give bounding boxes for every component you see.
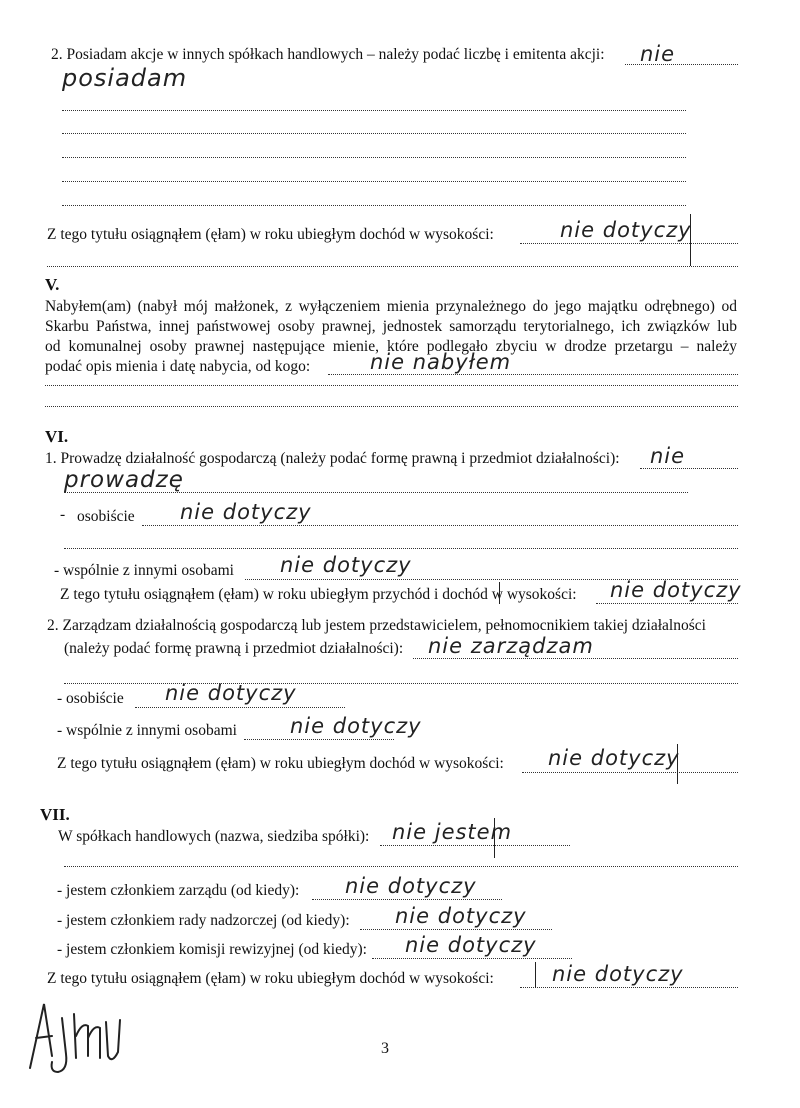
business-answer-handwriting-line2: prowadzę (64, 467, 184, 493)
shares-question-label: 2. Posiadam akcje w innych spółkach handlowych – należy podać liczbę i emitenta akcji: (51, 46, 605, 63)
jointly-label: - wspólnie z innymi osobami (54, 562, 234, 579)
dotted-line (62, 110, 686, 111)
dotted-line (62, 133, 686, 134)
companies-answer-handwriting: nie jestem (392, 820, 513, 844)
handwritten-signature (22, 996, 132, 1078)
supervisory-label: - jestem członkiem rady nadzorczej (od kiedy): (57, 912, 350, 929)
dotted-line (62, 181, 686, 182)
companies-income-answer-handwriting: nie dotyczy (552, 962, 684, 986)
board-answer-handwriting: nie dotyczy (345, 874, 477, 898)
business-income-answer-handwriting: nie dotyczy (610, 578, 742, 602)
management-question-label-line2: (należy podać formę prawną i przedmiot działalności): (64, 640, 404, 657)
dotted-line (360, 929, 552, 930)
supervisory-answer-handwriting: nie dotyczy (395, 904, 527, 928)
bullet-dash: - (60, 506, 66, 523)
dotted-line (328, 374, 738, 375)
shares-answer-handwriting-line2: posiadam (62, 64, 188, 92)
section-v-text-line4: podać opis mienia i datę nabycia, od kogo: (45, 358, 311, 375)
page-number: 3 (381, 1040, 389, 1057)
dotted-line (520, 987, 738, 988)
handwriting-stroke (690, 214, 691, 266)
personally-answer-handwriting: nie dotyczy (180, 500, 312, 524)
dotted-line (45, 406, 738, 407)
dotted-line (64, 492, 688, 493)
personally-label: osobiście (77, 508, 135, 525)
section-vi-heading: VI. (45, 427, 69, 446)
board-label: - jestem członkiem zarządu (od kiedy): (57, 882, 300, 899)
dotted-line (522, 772, 738, 773)
handwriting-stroke (499, 582, 500, 604)
section-v-heading: V. (45, 275, 60, 294)
companies-income-label: Z tego tytułu osiągnąłem (ęłam) w roku ubiegłym dochód w wysokości: (47, 970, 494, 987)
handwriting-stroke (535, 962, 536, 988)
business-answer-handwriting: nie (650, 444, 686, 468)
jointly-answer-handwriting: nie dotyczy (280, 553, 412, 577)
dotted-line (312, 899, 502, 900)
management-income-answer-handwriting: nie dotyczy (548, 746, 680, 770)
management-jointly-answer-handwriting: nie dotyczy (290, 714, 422, 738)
dotted-line (372, 958, 572, 959)
shares-income-answer-handwriting: nie dotyczy (560, 218, 692, 242)
shares-income-label: Z tego tytułu osiągnąłem (ęłam) w roku ubiegłym dochód w wysokości: (47, 226, 494, 243)
dotted-line (62, 205, 686, 206)
dotted-line (413, 658, 738, 659)
management-income-label: Z tego tytułu osiągnąłem (ęłam) w roku ubiegłym dochód w wysokości: (57, 755, 504, 772)
section-v-text-line3: od komunalnej osoby prawnej następujące mienie, które podlegało zbyciu w drodze przetargu – należy (45, 338, 737, 355)
handwriting-stroke (494, 818, 495, 858)
dotted-line (520, 243, 738, 244)
section-v-text-line2: Skarbu Państwa, innej państwowej osoby prawnej, jednostek samorządu terytorialnego, ich związków lub (45, 318, 737, 335)
dotted-line (62, 157, 686, 158)
handwriting-stroke (677, 744, 678, 784)
section-v-text-line1: Nabyłem(am) (nabył mój małżonek, z wyłączeniem mienia przynależnego do jego majątku odrębnego) od (45, 298, 737, 315)
management-personally-answer-handwriting: nie dotyczy (165, 681, 297, 705)
dotted-line (45, 385, 738, 386)
dotted-line (47, 266, 738, 267)
dotted-line (640, 468, 738, 469)
dotted-line (596, 603, 738, 604)
business-income-label: Z tego tytułu osiągnąłem (ęłam) w roku ubiegłym przychód i dochód w wysokości: (60, 586, 577, 603)
management-answer-handwriting: nie zarządzam (428, 634, 594, 658)
business-question-label: 1. Prowadzę działalność gospodarczą (należy podać formę prawną i przedmiot działalności): (45, 450, 620, 467)
management-jointly-label: - wspólnie z innymi osobami (57, 722, 237, 739)
section-v-answer-handwriting: nie nabyłem (370, 350, 512, 374)
dotted-line (244, 739, 394, 740)
shares-answer-handwriting: nie (640, 42, 676, 66)
dotted-line (380, 845, 570, 846)
audit-label: - jestem członkiem komisji rewizyjnej (od kiedy): (57, 941, 367, 958)
dotted-line (135, 707, 345, 708)
dotted-line (142, 525, 738, 526)
dotted-line (64, 866, 738, 867)
section-vii-heading: VII. (40, 805, 70, 824)
audit-answer-handwriting: nie dotyczy (405, 933, 537, 957)
dotted-line (64, 548, 738, 549)
management-personally-label: - osobiście (57, 690, 124, 707)
companies-label: W spółkach handlowych (nazwa, siedziba spółki): (58, 828, 370, 845)
management-question-label-line1: 2. Zarządzam działalnością gospodarczą lub jestem przedstawicielem, pełnomocnikiem takiej działalności (47, 617, 706, 634)
